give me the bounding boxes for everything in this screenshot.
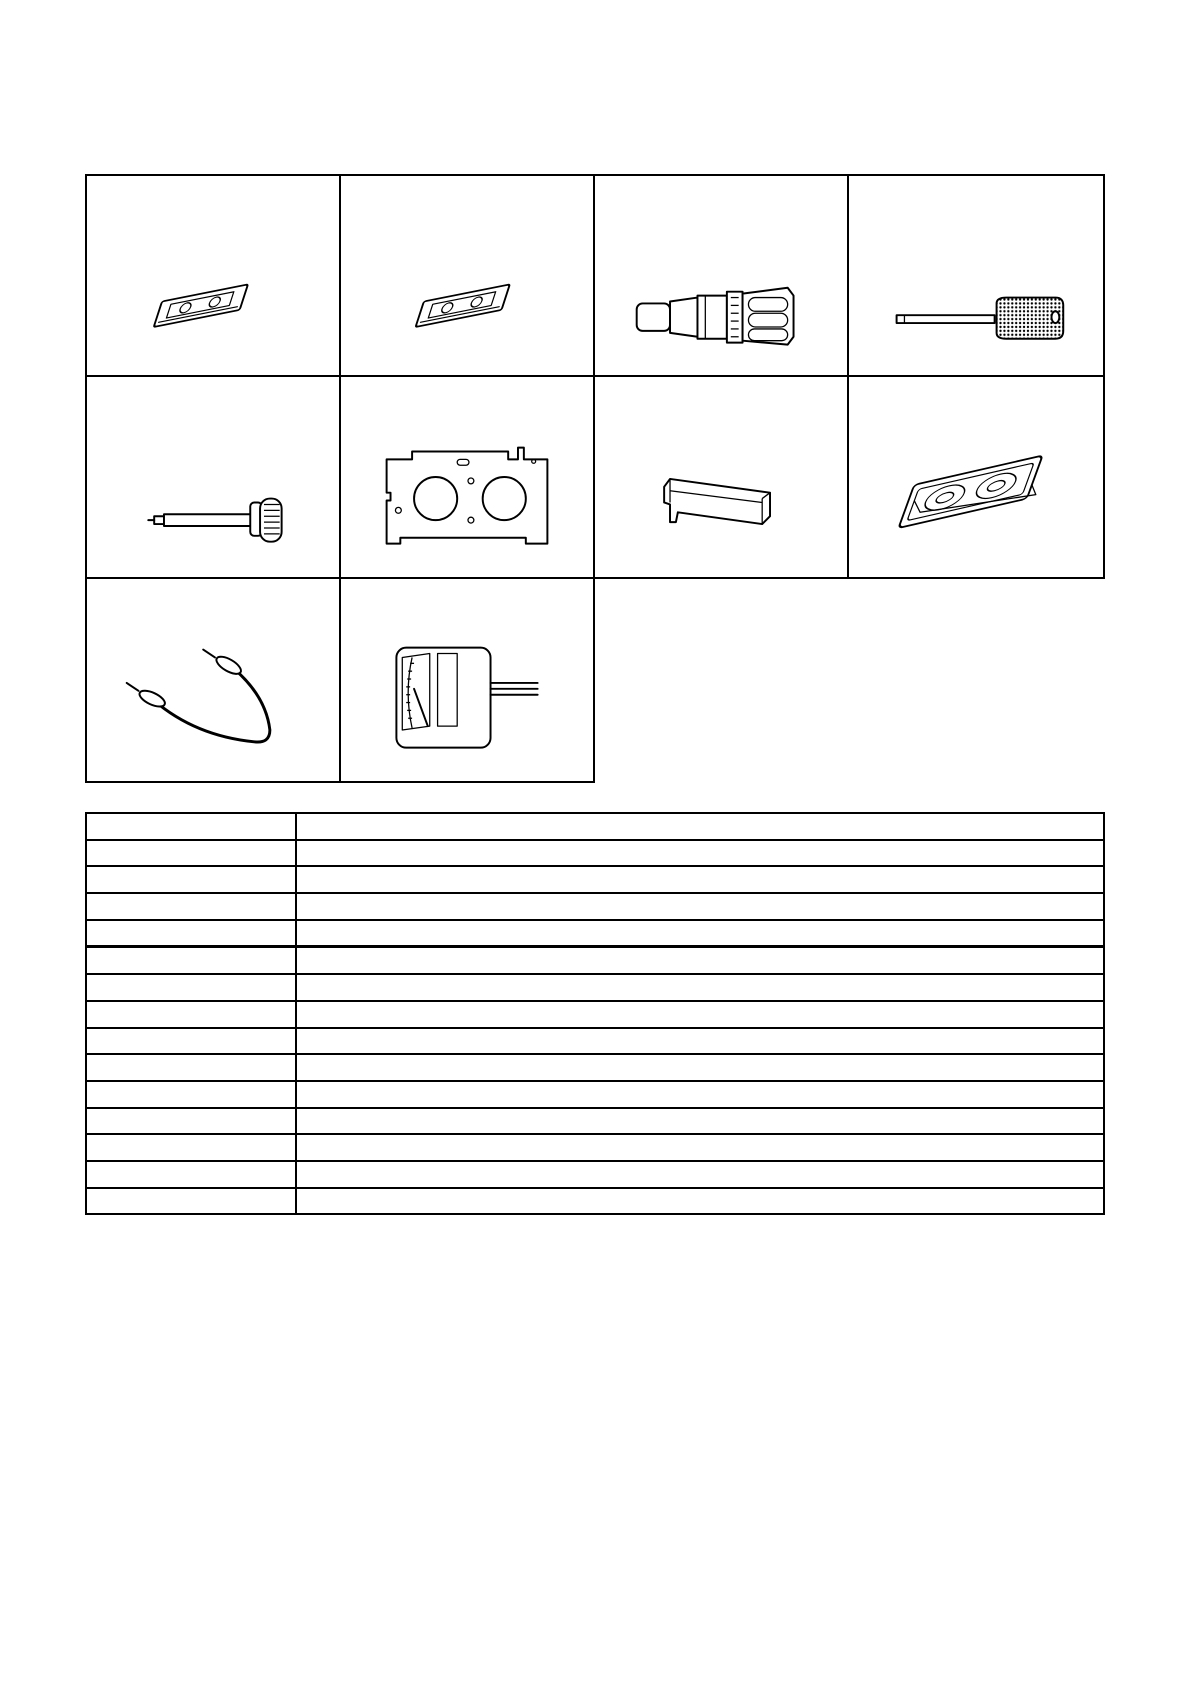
tool-cell-7	[593, 375, 849, 579]
table-row	[86, 920, 1104, 947]
part-desc-cell	[296, 866, 1104, 893]
part-no-cell	[86, 1054, 296, 1081]
tool-illustration-grid	[85, 174, 1105, 783]
height-block-icon	[595, 377, 847, 577]
table-row	[86, 1161, 1104, 1188]
tool-cell-4	[847, 174, 1105, 377]
table-row	[86, 1108, 1104, 1135]
part-no-cell	[86, 1001, 296, 1028]
part-no-cell	[86, 840, 296, 867]
table-row	[86, 1028, 1104, 1055]
video-cassette-icon	[87, 176, 339, 375]
part-desc-cell	[296, 1108, 1104, 1135]
tool-cell-1	[85, 174, 341, 377]
part-no-cell	[86, 920, 296, 947]
torque-gauge-icon	[595, 176, 847, 375]
part-no-cell	[86, 1161, 296, 1188]
part-desc-cell	[296, 813, 1104, 840]
table-row	[86, 1188, 1104, 1215]
tool-cell-2	[339, 174, 595, 377]
tool-cell-5	[85, 375, 341, 579]
part-desc-cell	[296, 947, 1104, 974]
table-row	[86, 840, 1104, 867]
part-desc-cell	[296, 1188, 1104, 1215]
part-no-cell	[86, 866, 296, 893]
part-no-cell	[86, 1188, 296, 1215]
table-row	[86, 1001, 1104, 1028]
part-desc-cell	[296, 1054, 1104, 1081]
part-no-cell	[86, 974, 296, 1001]
reel-disk-jig-icon	[849, 377, 1103, 577]
table-row	[86, 1134, 1104, 1161]
video-cassette-icon	[341, 176, 593, 375]
screwdriver-tool-icon	[87, 377, 339, 577]
part-desc-cell	[296, 920, 1104, 947]
part-desc-cell	[296, 893, 1104, 920]
part-no-cell	[86, 947, 296, 974]
part-no-cell	[86, 1134, 296, 1161]
part-desc-cell	[296, 1161, 1104, 1188]
part-desc-cell	[296, 974, 1104, 1001]
parts-list-table	[85, 812, 1105, 1215]
part-desc-cell	[296, 1028, 1104, 1055]
table-row	[86, 866, 1104, 893]
tool-cell-9	[85, 577, 341, 783]
part-desc-cell	[296, 1081, 1104, 1108]
part-desc-cell	[296, 1001, 1104, 1028]
table-row	[86, 893, 1104, 920]
tool-cell-3	[593, 174, 849, 377]
tool-cell-8	[847, 375, 1105, 579]
tension-meter-icon	[341, 579, 593, 781]
head-cleaning-stick-icon	[849, 176, 1103, 375]
table-row	[86, 1054, 1104, 1081]
table-row	[86, 813, 1104, 840]
table-row	[86, 947, 1104, 974]
tool-cell-10	[339, 577, 595, 783]
part-desc-cell	[296, 1134, 1104, 1161]
test-lead-cable-icon	[87, 579, 339, 781]
table-row	[86, 1081, 1104, 1108]
table-row	[86, 974, 1104, 1001]
part-desc-cell	[296, 840, 1104, 867]
guide-plate-jig-icon	[341, 377, 593, 577]
part-no-cell	[86, 1028, 296, 1055]
part-no-cell	[86, 1108, 296, 1135]
part-no-cell	[86, 893, 296, 920]
part-no-cell	[86, 813, 296, 840]
part-no-cell	[86, 1081, 296, 1108]
tool-cell-6	[339, 375, 595, 579]
